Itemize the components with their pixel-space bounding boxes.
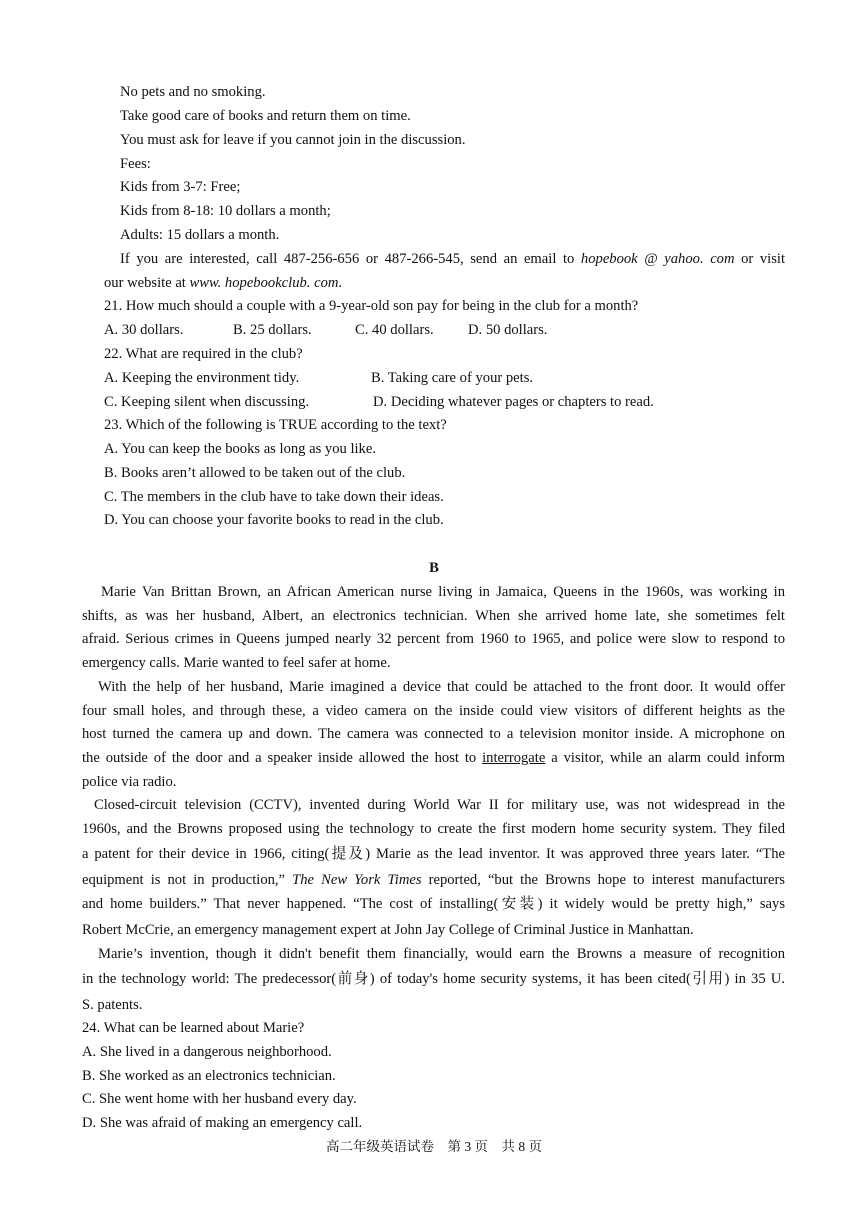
q23-option-b: B. Books aren’t allowed to be taken out of the club. <box>104 465 406 481</box>
p3-line: equipment is not in production,” The New York Times reported, “but the Browns hope to interest manufacturers <box>82 872 785 888</box>
question-24-stem: 24. What can be learned about Marie? <box>82 1020 305 1036</box>
p4-line: S. patents. <box>82 997 143 1013</box>
p2-line: host turned the camera up and down. The camera was connected to a television monitor inside. A microphone on <box>82 726 785 742</box>
p1-line: afraid. Serious crimes in Queens jumped nearly 32 percent from 1960 to 1965, and police were slow to respond to <box>82 631 785 647</box>
q23-option-c: C. The members in the club have to take down their ideas. <box>104 489 444 505</box>
q24-option-c: C. She went home with her husband every day. <box>82 1091 357 1107</box>
q24-option-b: B. She worked as an electronics technician. <box>82 1068 336 1084</box>
q22-option-a: A. Keeping the environment tidy. <box>104 370 300 386</box>
p3-line: a patent for their device in 1966, citing(提及) Marie as the lead inventor. It was approved three years later. “The <box>82 846 785 862</box>
q24-option-d: D. She was afraid of making an emergency call. <box>82 1115 363 1131</box>
fee-item: Kids from 8-18: 10 dollars a month; <box>120 203 331 219</box>
q22-option-d: D. Deciding whatever pages or chapters to read. <box>373 394 654 410</box>
p1-line: shifts, as was her husband, Albert, an electronics technician. When she arrived home late, she sometimes felt <box>82 608 785 624</box>
p3-line: and home builders.” That never happened. “The cost of installing(安装) it widely would be pretty high,” says <box>82 896 785 912</box>
q24-option-a: A. She lived in a dangerous neighborhood. <box>82 1044 332 1060</box>
q22-option-b: B. Taking care of your pets. <box>371 370 534 386</box>
newspaper-title: The New York Times <box>292 872 422 888</box>
email-address: hopebook @ yahoo. com <box>580 251 735 267</box>
q23-option-d: D. You can choose your favorite books to read in the club. <box>104 512 444 528</box>
q21-option-d: D. 50 dollars. <box>468 322 548 338</box>
p4-line: in the technology world: The predecessor(前身) of today's home security systems, it has been cited(引用) in 35 U. <box>82 971 785 987</box>
rule-line: No pets and no smoking. <box>120 84 266 100</box>
p1-line: Marie Van Brittan Brown, an African American nurse living in Jamaica, Queens in the 1960s, was working in <box>101 584 785 600</box>
p4-line: Marie’s invention, though it didn't benefit them financially, would earn the Browns a measure of recognition <box>98 946 785 962</box>
contact-line-1: If you are interested, call 487-256-656 or 487-266-545, send an email to hopebook @ yahoo. com or visit <box>120 251 786 267</box>
fees-heading: Fees: <box>120 156 151 172</box>
p1-line: emergency calls. Marie wanted to feel safer at home. <box>82 655 391 671</box>
question-22-stem: 22. What are required in the club? <box>104 346 303 362</box>
fee-item: Kids from 3-7: Free; <box>120 179 241 195</box>
p3-line: Closed-circuit television (CCTV), invented during World War II for military use, was not widespread in the <box>94 797 785 813</box>
rule-line: Take good care of books and return them on time. <box>120 108 411 124</box>
q23-option-a: A. You can keep the books as long as you like. <box>104 441 376 457</box>
q21-option-a: A. 30 dollars. <box>104 322 184 338</box>
underlined-word: interrogate <box>482 750 546 766</box>
section-b-heading: B <box>429 560 439 576</box>
rule-line: You must ask for leave if you cannot join in the discussion. <box>120 132 466 148</box>
q21-option-b: B. 25 dollars. <box>233 322 312 338</box>
p3-line: Robert McCrie, an emergency management expert at John Jay College of Criminal Justice in Manhattan. <box>82 922 694 938</box>
p2-line: police via radio. <box>82 774 177 790</box>
q21-option-c: C. 40 dollars. <box>355 322 434 338</box>
q22-option-c: C. Keeping silent when discussing. <box>104 394 310 410</box>
contact-line-2: our website at www. hopebookclub. com. <box>104 275 343 291</box>
p2-line: With the help of her husband, Marie imagined a device that could be attached to the front door. It would offer <box>98 679 785 695</box>
question-21-stem: 21. How much should a couple with a 9-year-old son pay for being in the club for a month? <box>104 298 639 314</box>
fee-item: Adults: 15 dollars a month. <box>120 227 280 243</box>
question-23-stem: 23. Which of the following is TRUE according to the text? <box>104 417 447 433</box>
p3-line: 1960s, and the Browns proposed using the technology to create the first modern home security system. They filed <box>82 821 785 837</box>
page-footer: 高二年级英语试卷 第 3 页 共 8 页 <box>326 1139 542 1154</box>
website-address: www. hopebookclub. com <box>189 275 339 291</box>
p2-line: four small holes, and through these, a video camera on the inside could view visitors of different heights as the <box>82 703 785 719</box>
p2-line: the outside of the door and a speaker inside allowed the host to interrogate a visitor, while an alarm could inform <box>82 750 785 766</box>
